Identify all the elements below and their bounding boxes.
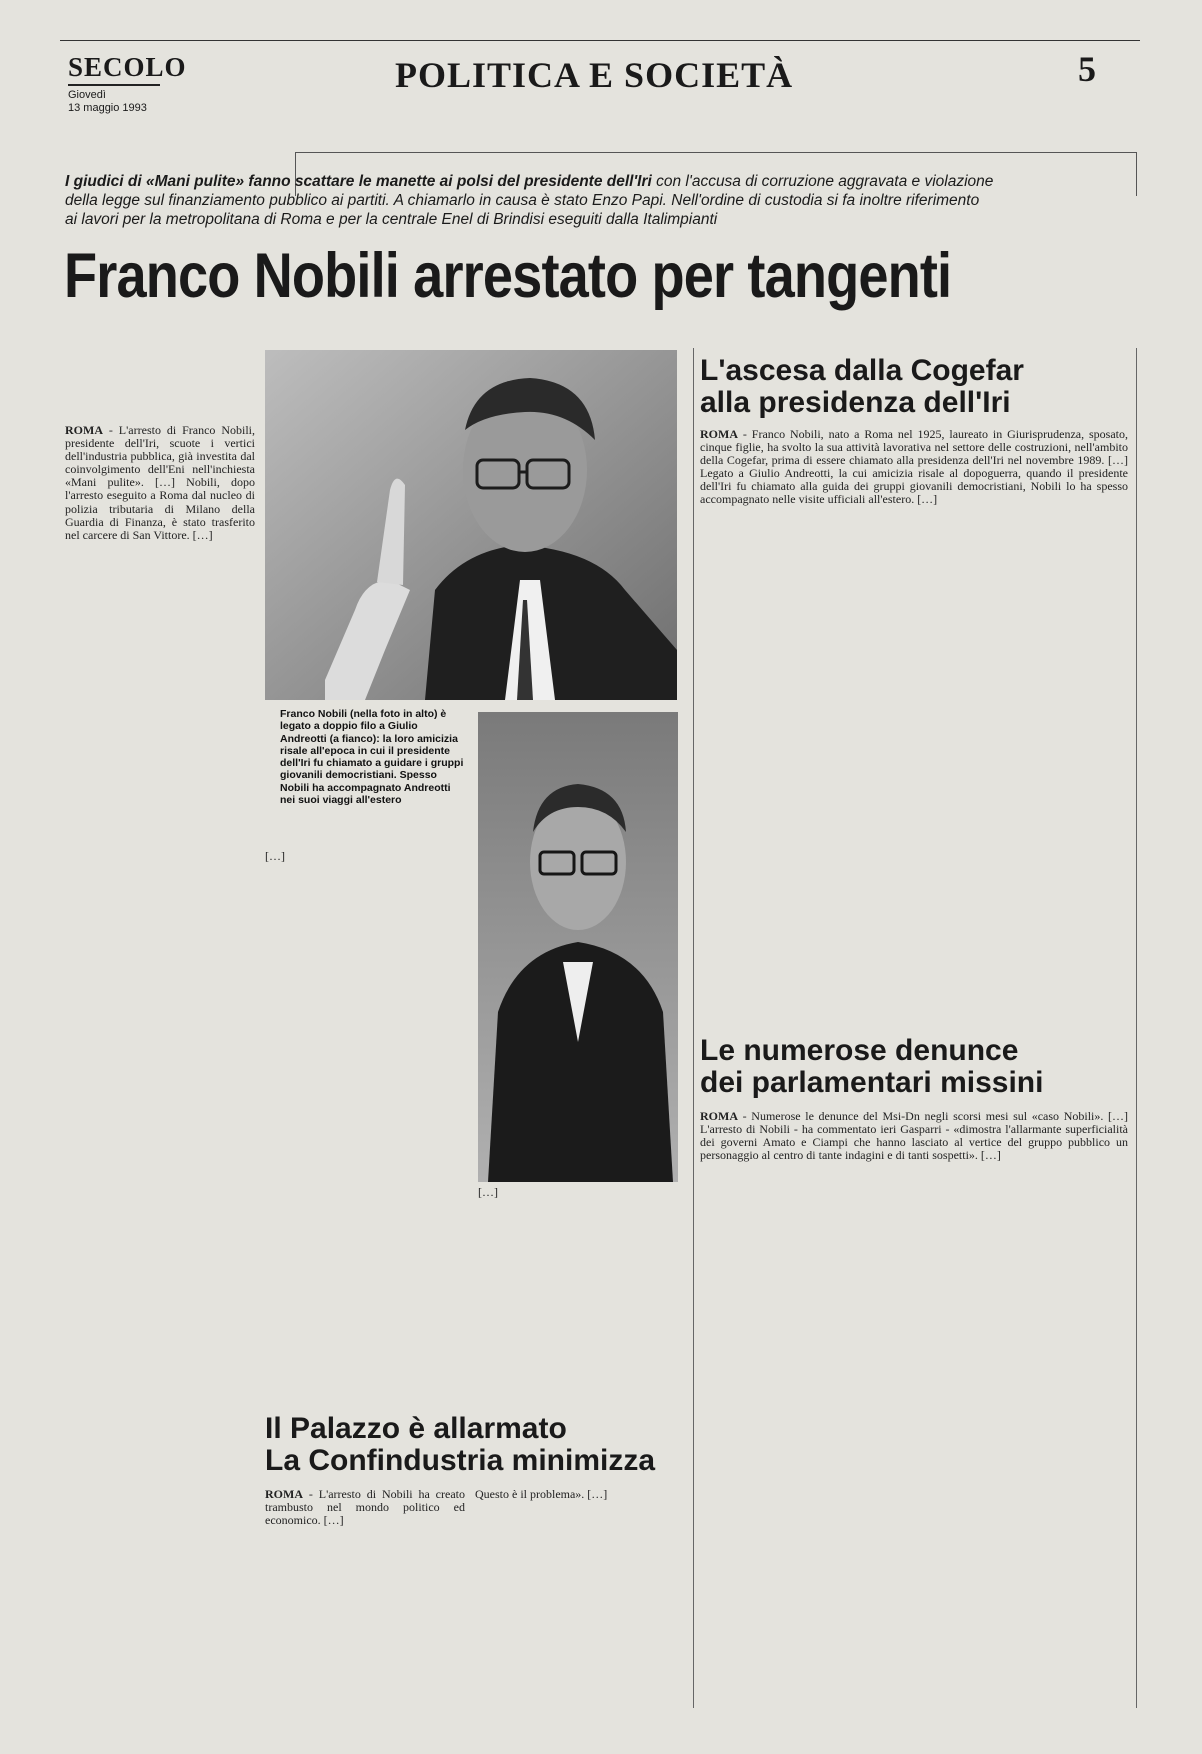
bottom-article-title (265, 1413, 685, 1477)
photo-andreotti-image (478, 712, 678, 1182)
issue-date (68, 89, 147, 115)
bottom-title-line-1: Il Palazzo è allarmato (265, 1412, 567, 1445)
photo-nobili-image (265, 350, 677, 700)
photo-andreotti (478, 712, 678, 1182)
sidebar1-text: - Franco Nobili, nato a Roma nel 1925, laureato in Giurisprudenza, sposato, cinque figlie, ha svolto la sua attività lavorativa nel settore delle costruzioni, nell'ambito della Cogefar, prima di essere chiamato alla presidenza dell'Iri nel novembre 1989. […] Legato a Giulio Andreotti, la cui amicizia risale al dopoguerra, quando il presidente dell'Iri fu chiamato alla guida dei gruppi giovanili democristiani, Nobili lo ha spesso accompagnato nelle visite ufficiali all'estero. […] (700, 428, 1128, 507)
main-article-column-3 (478, 1186, 678, 1394)
issue-day: Giovedì (68, 89, 106, 101)
summary-box-rule (295, 152, 1137, 153)
main-headline: Franco Nobili arrestato per tangenti (64, 241, 952, 311)
sidebar1-body (700, 428, 1128, 1033)
sidebar1-dateline: ROMA (700, 428, 738, 441)
article-summary (65, 172, 995, 229)
bottom-col1-text: - L'arresto di Nobili ha creato trambusto nel mondo politico ed economico. […] (265, 1488, 465, 1528)
photo-nobili (265, 350, 677, 700)
newspaper-logo: SECOLO (68, 52, 187, 82)
sidebar2-dateline: ROMA (700, 1110, 738, 1123)
summary-rest: con l'accusa di corruzione aggravata e violazione della legge sul finanziamento pubblico ai partiti. A chiamarlo in causa è stato Enzo Papi. Nell'ordine di custodia si fa inoltre riferimento ai lavori per la metropolitana di Roma e per la centrale Enel di Brindisi eseguiti dalla Italimpianti (65, 173, 994, 228)
sidebar2-title (700, 1035, 1130, 1099)
sidebar2-title-line-1: Le numerose denunce (700, 1034, 1019, 1067)
page-number: 5 (1078, 49, 1096, 89)
bottom-title-line-2: La Confindustria minimizza (265, 1444, 656, 1477)
sidebar1-title-line-2: alla presidenza dell'Iri (700, 386, 1011, 419)
photo-caption: Franco Nobili (nella foto in alto) è legato a doppio filo a Giulio Andreotti (a fianco): la loro amicizia risale all'epoca in cui il presidente dell'Iri fu chiamato a guidare i gruppi giovanili democristiani. Spesso Nobili ha accompagnato Andreotti nei suoi viaggi all'estero (280, 708, 464, 807)
section-title: POLITICA E SOCIETÀ (395, 55, 794, 95)
bottom-article-column-2 (475, 1488, 680, 1734)
main-article-column-2 (265, 850, 465, 1390)
sidebar1-title (700, 355, 1130, 419)
main-dateline: ROMA (65, 424, 103, 437)
main-article-column-1 (65, 424, 255, 1724)
main-col1-text: - L'arresto di Franco Nobili, presidente dell'Iri, scuote i vertici dell'industria pubblica, già investita dal coinvolgimento dell'Eni nell'inchiesta «Mani pulite». […] Nobili, dopo l'arresto eseguito a Roma dal nucleo di polizia tributaria di Milano della Guardia di Finanza, è stato trasferito nel carcere di San Vittore. […] (65, 424, 255, 542)
bottom-article-column-1 (265, 1488, 465, 1734)
sidebar2-body (700, 1110, 1128, 1740)
sidebar2-title-line-2: dei parlamentari missini (700, 1066, 1044, 1099)
issue-full-date: 13 maggio 1993 (68, 102, 147, 114)
bottom-col2-text: Questo è il problema». […] (475, 1488, 608, 1501)
summary-box-rule-right (1136, 152, 1137, 196)
main-col2-text: […] (265, 850, 285, 863)
logo-underline (68, 84, 160, 86)
sidebar2-text: - Numerose le denunce del Msi-Dn negli scorsi mesi sul «caso Nobili». […] L'arresto di Nobili - ha commentato ieri Gasparri - «dimostra l'allarmante superficialità dei governi Amato e Ciampi che hanno lasciato al vertice del gruppo pubblico un personaggio al centro di tante indagini e di tanti sospetti». […] (700, 1110, 1128, 1163)
summary-lead: I giudici di «Mani pulite» fanno scattare le manette ai polsi del presidente dell'Iri (65, 173, 652, 190)
main-col3-text: […] (478, 1186, 498, 1199)
sidebar1-title-line-1: L'ascesa dalla Cogefar (700, 354, 1024, 387)
bottom-dateline: ROMA (265, 1488, 303, 1501)
top-rule (60, 40, 1140, 41)
